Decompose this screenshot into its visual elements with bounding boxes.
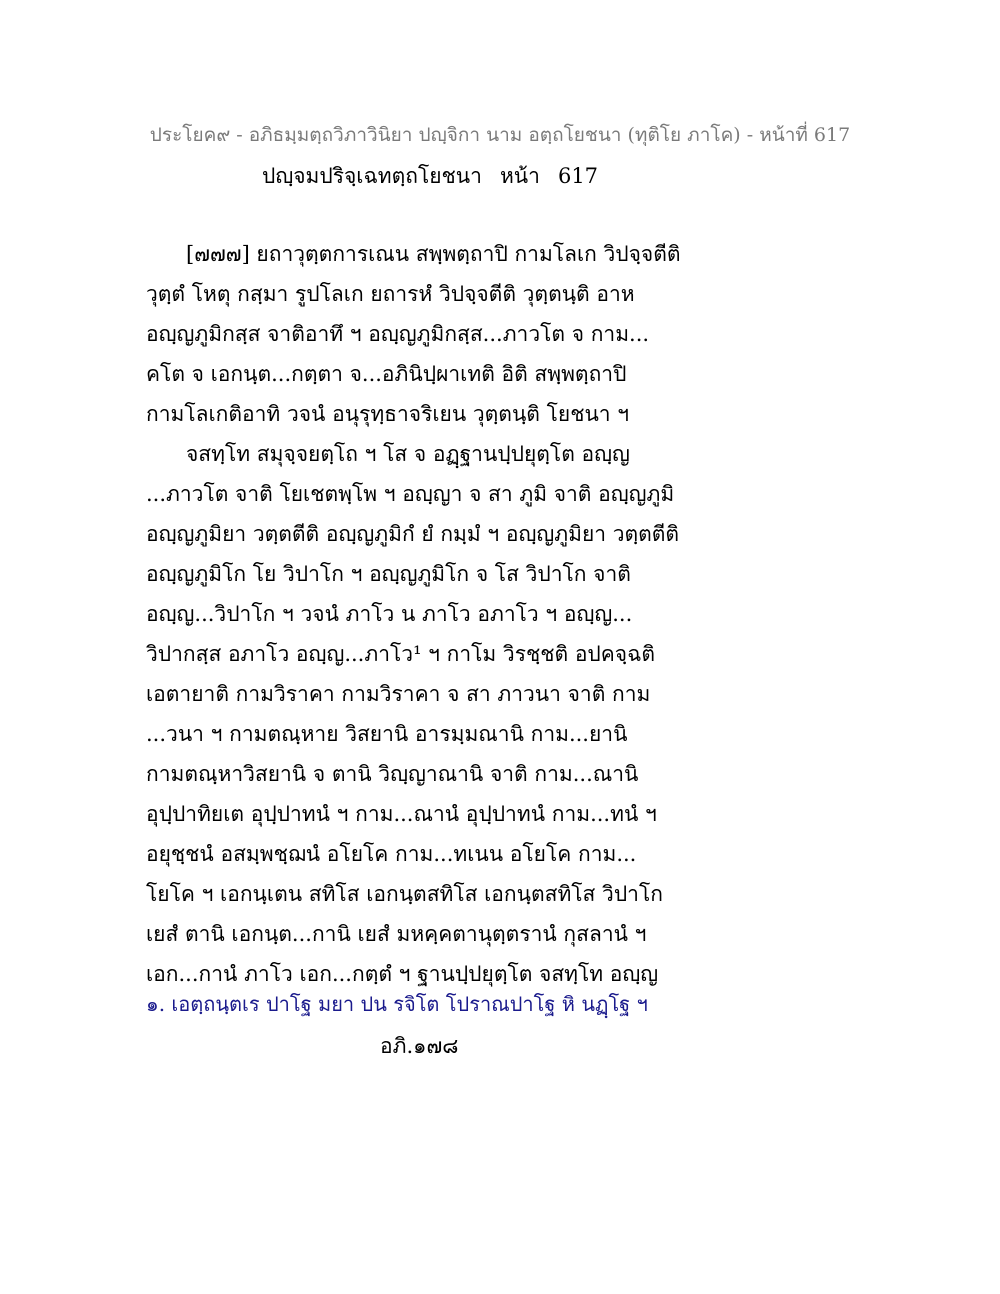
chapter-title: ปญฺจมปริจฺเฉทตฺถโยชนา [262,164,482,188]
footnote: ๑. เอตฺถนฺตเร ปาโฐ มยา ปน รจิโต โปราณปาโฐ หิ นฏฺโฐ ฯ [146,992,648,1016]
page-number: 617 [557,164,599,188]
body-line: เอตายาติ กามวิราคา กามวิราคา จ สา ภาวนา จาติ กาม [146,682,651,706]
body-line: วุตฺตํ โหตุ กสฺมา รูปโลเก ยถารหํ วิปจฺจตีติ วุตฺตนฺติ อาห [146,282,635,306]
page-signature: อภิ.๑๗๘ [380,1034,459,1058]
body-line: [๗๗๗] ยถาวุตฺตการเณน สพฺพตฺถาปิ กามโลเก วิปจฺจตีติ [186,242,681,266]
body-line: เยสํ ตานิ เอกนฺต...กานิ เยสํ มหคฺคตานุตฺตรานํ กุสลานํ ฯ [146,922,647,946]
body-line: อญฺญ...วิปาโก ฯ วจนํ ภาโว น ภาโว อภาโว ฯ อญฺญ... [146,602,633,626]
running-header: ประโยค๙ - อภิธมฺมตฺถวิภาวินิยา ปญฺจิกา นาม อตฺถโยชนา (ทุติโย ภาโค) - หน้าที่ 617 [149,124,851,146]
body-line: อญฺญภูมิกสฺส จาติอาทึ ฯ อญฺญภูมิกสฺส...ภาวโต จ กาม... [146,322,650,346]
body-line: คโต จ เอกนฺต...กตฺตา จ...อภินิปฺผาเทติ อิติ สพฺพตฺถาปิ [146,362,627,386]
body-line: กามโลเกติอาทิ วจนํ อนุรุทฺธาจริเยน วุตฺตนฺติ โยชนา ฯ [146,402,630,426]
page-label: หน้า [499,164,540,188]
body-text [146,234,681,994]
body-line: ...ภาวโต จาติ โยเชตพฺโพ ฯ อญฺญา จ สา ภูมิ จาติ อญฺญภูมิ [146,482,675,506]
body-line: อุปฺปาทิยเต อุปฺปาทนํ ฯ กาม...ณานํ อุปฺปาทนํ กาม...ทนํ ฯ [146,802,657,826]
body-line: ...วนา ฯ กามตณฺหาย วิสยานิ อารมฺมณานิ กาม...ยานิ [146,722,628,746]
body-line: จสทฺโท สมุจฺจยตฺโถ ฯ โส จ อฏฺฐานปฺปยุตฺโต อญฺญ [186,442,630,466]
body-line: เอก...กานํ ภาโว เอก...กตฺตํ ฯ ฐานปฺปยุตฺโต จสทฺโท อญฺญ [146,962,659,986]
chapter-subheader [262,160,598,193]
body-line: อญฺญภูมิโก โย วิปาโก ฯ อญฺญภูมิโก จ โส วิปาโก จาติ [146,562,631,586]
body-line: อยุชฺชนํ อสมฺพชฺฌนํ อโยโค กาม...ทเนน อโยโค กาม... [146,842,637,866]
body-line: โยโค ฯ เอกนฺเตน สทิโส เอกนฺตสทิโส เอกนฺตสทิโส วิปาโก [146,882,663,906]
body-line: วิปากสฺส อภาโว อญฺญ...ภาโว¹ ฯ กาโม วิรชฺชติ อปคจฺฉติ [146,642,656,666]
body-line: กามตณฺหาวิสยานิ จ ตานิ วิญฺญาณานิ จาติ กาม...ณานิ [146,762,639,786]
body-line: อญฺญภูมิยา วตฺตตีติ อญฺญภูมิกํ ยํ กมฺมํ ฯ อญฺญภูมิยา วตฺตตีติ [146,522,680,546]
